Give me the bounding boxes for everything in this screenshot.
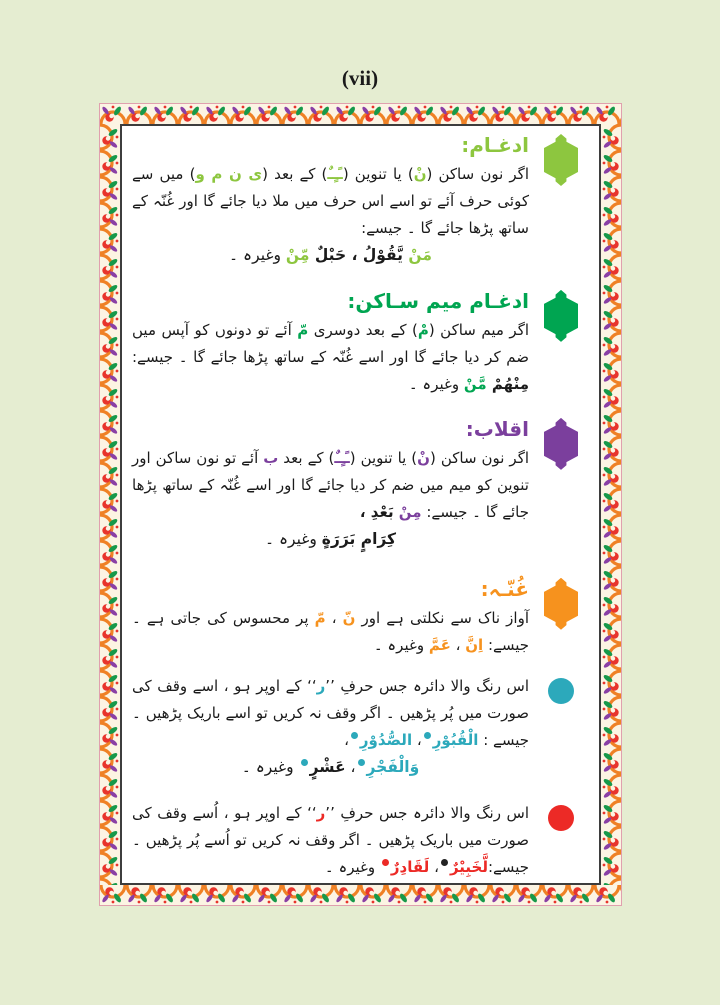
text-run: مّ bbox=[314, 608, 326, 627]
text-run: ـًـٍـٌ bbox=[327, 165, 343, 183]
section-idgham-meem-sakin bbox=[132, 288, 587, 398]
text-run: ، bbox=[412, 730, 422, 749]
section-marker-column bbox=[535, 673, 587, 782]
text-run: الْقُبُوْرِ bbox=[432, 730, 479, 749]
text-run: اگر نون ساکن ( bbox=[429, 448, 529, 467]
iqlab-lantern-icon bbox=[544, 418, 578, 470]
text-run: اگر میم ساکن ( bbox=[428, 320, 530, 339]
text-run: ، bbox=[345, 757, 356, 776]
text-run: عَمَّ bbox=[428, 635, 451, 654]
text-run: کِرَامٍ بَرَرَةٍ bbox=[321, 529, 397, 548]
text-run: وَالْفَجْرِ bbox=[366, 757, 420, 776]
iqlab-body-text bbox=[132, 445, 529, 526]
text-run: اس رنگ والا دائرہ جس حرفِ ’’ bbox=[325, 803, 529, 822]
text-run: ، bbox=[429, 857, 439, 876]
text-run: ر bbox=[316, 676, 326, 695]
idgham-example-text bbox=[132, 242, 529, 270]
border-ornament-bottom bbox=[100, 885, 621, 905]
iqlab-heading: اقلاب: bbox=[465, 416, 529, 441]
text-run: بَعْدِ ، bbox=[359, 502, 399, 521]
text-run: مِنْهُمْ bbox=[486, 374, 529, 393]
text-run: لَّخَبِيْرٌ bbox=[449, 857, 488, 876]
text-run: اس رنگ والا دائرہ جس حرفِ ’’ bbox=[325, 676, 529, 695]
text-run: مِّنْ bbox=[285, 246, 310, 264]
section-iqlab bbox=[132, 416, 587, 554]
text-run: ‘‘ کے اوپر ہو ، اُسے وقف کی صورت میں باریک پڑھیں ۔ اگر وقف نہ کریں تو اُسے پُر پڑھیں ۔ جیسے: bbox=[132, 803, 529, 876]
text-run: الصُّدُوْرِ bbox=[359, 730, 413, 749]
ghunnah-body-text bbox=[132, 605, 529, 659]
text-run: وغیرہ ۔ bbox=[229, 246, 286, 264]
text-run: ) کے بعد bbox=[278, 448, 335, 467]
text-run: مَنْ bbox=[408, 246, 432, 264]
section-marker-column bbox=[535, 132, 587, 270]
text-run: ، bbox=[450, 635, 466, 654]
text-run: ) یا تنوین ( bbox=[342, 165, 414, 183]
text-run: آئے تو نون ساکن اور تنوین کو میم میں ضم کر دیا جائے گا اور اسے غُنّہ کے ساتھ پڑھا جائے گا ۔ جیسے: bbox=[132, 448, 529, 521]
text-run: وغیرہ ۔ bbox=[408, 374, 464, 393]
ghunnah-lantern-icon bbox=[544, 578, 578, 630]
text-run: ، bbox=[344, 730, 349, 749]
border-ornament-top bbox=[100, 104, 621, 124]
text-run: اِنَّ bbox=[465, 635, 484, 654]
waqf-circle-icon bbox=[301, 759, 308, 766]
iqlab-example-text bbox=[132, 526, 529, 554]
waqf-circle-icon bbox=[382, 859, 389, 866]
ornamental-frame bbox=[99, 103, 622, 906]
text-run: مَّنْ bbox=[463, 374, 487, 393]
section-waqf-red-circle bbox=[132, 800, 587, 881]
text-run: وغیرہ ۔ bbox=[373, 635, 429, 654]
section-marker-column bbox=[535, 288, 587, 398]
text-run: آواز ناک سے نکلتی ہے اور bbox=[355, 608, 529, 627]
section-idgham bbox=[132, 132, 587, 270]
waqf-circle-icon bbox=[351, 732, 358, 739]
text-run: وغیرہ ۔ bbox=[264, 529, 322, 548]
text-run: مّ bbox=[297, 320, 309, 339]
page-number: (vii) bbox=[341, 66, 379, 90]
waqf-circle-icon bbox=[358, 759, 365, 766]
section-marker-column bbox=[535, 800, 587, 881]
text-run: ) کے بعد دوسری bbox=[308, 320, 418, 339]
text-run: اگر نون ساکن ( bbox=[426, 165, 529, 183]
text-run: وغیرہ ۔ bbox=[324, 857, 380, 876]
text-run: پر محسوس کی جاتی ہے ۔ جیسے: bbox=[132, 608, 529, 654]
text-run: ) میں سے کوئی حرف آئے تو اسے اس حرف میں ملا دیا جائے گا اور غُنّہ کے ساتھ پڑھا جائے گا ۔ جیسے: bbox=[132, 165, 529, 237]
text-run: ‘‘ کے اوپر ہو ، اسے وقف کی صورت میں پُر پڑھیں ۔ اگر وقف نہ کریں تو اسے باریک پڑھیں ۔ جیسے : bbox=[132, 676, 529, 749]
section-marker-column bbox=[535, 576, 587, 659]
text-run: مِنْ bbox=[398, 502, 422, 521]
section-ghunnah bbox=[132, 576, 587, 659]
text-run: آئے تو دونوں کو آپس میں ضم کر دیا جائے گا اور اسے غُنّہ کے ساتھ پڑھا جائے گا ۔ جیسے: bbox=[132, 320, 529, 366]
text-run: يَّقُوْلُ ، حَبْلٌ bbox=[309, 246, 409, 264]
text-run: ) کے بعد ( bbox=[262, 165, 328, 183]
content-area bbox=[120, 124, 601, 885]
border-ornament-right bbox=[601, 124, 621, 885]
section-waqf-teal-circle bbox=[132, 673, 587, 782]
idgham-meem-sakin-heading: ادغـام میم سـاکن: bbox=[347, 288, 529, 313]
waqf-red-body-text bbox=[132, 800, 529, 881]
text-run: لَقَادِرٌ bbox=[390, 857, 430, 876]
text-run: ، bbox=[325, 608, 343, 627]
idgham-lantern-icon bbox=[544, 134, 578, 186]
idgham-body-text bbox=[132, 161, 529, 242]
text-run: نْ bbox=[413, 165, 427, 183]
waqf-circle-icon bbox=[441, 859, 448, 866]
text-run: ـًـٍـٌ bbox=[334, 448, 350, 467]
red-circle-icon bbox=[548, 805, 574, 831]
text-run: ر bbox=[316, 803, 326, 822]
text-run: وغیرہ ۔ bbox=[241, 757, 299, 776]
waqf-teal-body-text bbox=[132, 673, 529, 754]
ghunnah-heading: غُنّـہ: bbox=[480, 576, 529, 601]
waqf-teal-example-text bbox=[132, 754, 529, 782]
border-ornament-left bbox=[100, 124, 120, 885]
text-run: نْ bbox=[417, 448, 430, 467]
text-run: نّ bbox=[342, 608, 356, 627]
text-run: مْ bbox=[417, 320, 429, 339]
text-run: عَشْرٍ bbox=[309, 757, 346, 776]
text-run: ب bbox=[263, 448, 279, 467]
text-run: ی ن م و bbox=[195, 165, 263, 183]
idgham-heading: ادغـام: bbox=[461, 133, 529, 157]
teal-circle-icon bbox=[548, 678, 574, 704]
section-marker-column bbox=[535, 416, 587, 554]
waqf-circle-icon bbox=[424, 732, 431, 739]
idgham-meem-sakin-lantern-icon bbox=[544, 290, 578, 342]
idgham-meem-sakin-body-text bbox=[132, 317, 529, 398]
text-run: ) یا تنوین ( bbox=[349, 448, 418, 467]
